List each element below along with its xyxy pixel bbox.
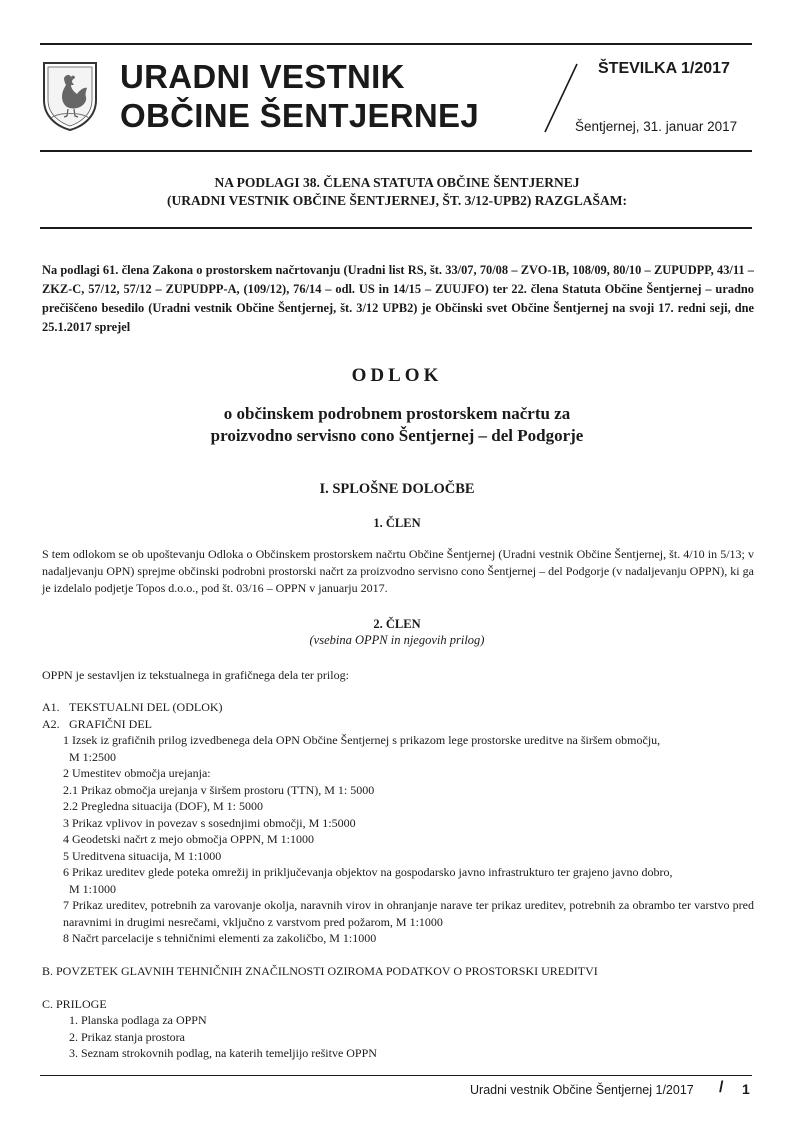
list-item: 2 Umestitev območja urejanja:	[63, 766, 211, 780]
proclamation-line2: (URADNI VESTNIK OBČINE ŠENTJERNEJ, ŠT. 3/12-UPB2) RAZGLAŠAM:	[166, 193, 628, 208]
list-item: 3. Seznam strokovnih podlag, na katerih temeljijo rešitve OPPN	[69, 1046, 377, 1060]
list-item: 7 Prikaz ureditev, potrebnih za varovanje okolja, naravnih virov in ohranjanje narave ter prikaz ureditev, potrebnih za obrambo ter varstvo pred naravnimi in drugimi nesrečami, vključno z varstvom pred požarom, M 1:1000	[63, 898, 754, 929]
section-heading: I. SPLOŠNE DOLOČBE	[319, 481, 475, 497]
proclamation-line1: NA PODLAGI 38. ČLENA STATUTA OBČINE ŠENTJERNEJ	[214, 175, 580, 190]
preamble-text: Na podlagi 61. člena Zakona o prostorskem načrtovanju (Uradni list RS, št. 33/07, 70/08 – ZVO-1B, 108/09, 80/10 – ZUPUDPP, 43/11 – ZKZ-C, 57/12, 57/12 – ZUPUDPP-A, (109/12), 76/14 – odl. US in 14/15 – ZUUJFO) ter 22. člena Statuta Občine Šentjernej – uradno prečiščeno besedilo (Uradni vestnik Občine Šentjernej, št. 3/12 UPB2) je Občinski svet Občine Šentjernej na svoji 17. redni seji, dne 25.1.2017 sprejel	[42, 263, 754, 334]
list-item: 5 Ureditvena situacija, M 1:1000	[63, 849, 222, 863]
article2-intro: OPPN je sestavljen iz tekstualnega in grafičnega dela ter prilog:	[42, 668, 349, 682]
b-heading: B. POVZETEK GLAVNIH TEHNIČNIH ZNAČILNOSTI OZIROMA PODATKOV O PROSTORSKI UREDITVI	[42, 964, 598, 978]
article2-subtitle: (vsebina OPPN in njegovih prilog)	[309, 633, 485, 647]
rooster-crest-icon	[41, 60, 99, 132]
a2-label: A2.	[42, 717, 60, 731]
top-rule	[40, 43, 752, 45]
footer-separator: /	[719, 1079, 724, 1096]
proclamation-rule	[40, 227, 752, 229]
issue-date: Šentjernej, 31. januar 2017	[575, 119, 738, 134]
act-subtitle-line1: o občinskem podrobnem prostorskem načrtu za	[223, 404, 571, 423]
list-item: 6 Prikaz ureditev glede poteka omrežij in priključevanja objektov na gospodarsko javno infrastrukturo ter grajeno javno dobro,	[63, 865, 673, 879]
act-subtitle-line2: proizvodno servisno cono Šentjernej – del Podgorje	[210, 426, 584, 445]
list-item: 2. Prikaz stanja prostora	[69, 1030, 185, 1044]
article1-heading: 1. ČLEN	[373, 516, 421, 530]
list-item: 8 Načrt parcelacije s tehničnimi elementi za zakoličbo, M 1:1000	[63, 931, 377, 945]
footer-publication: Uradni vestnik Občine Šentjernej 1/2017	[470, 1083, 694, 1097]
a1-text: TEKSTUALNI DEL (ODLOK)	[69, 700, 223, 714]
list-item: 4 Geodetski načrt z mejo območja OPPN, M 1:1000	[63, 832, 314, 846]
footer-rule	[40, 1075, 752, 1076]
c-heading: C. PRILOGE	[42, 997, 107, 1011]
list-item: 1. Planska podlaga za OPPN	[69, 1013, 207, 1027]
act-heading: ODLOK	[351, 365, 443, 386]
list-item: 3 Prikaz vplivov in povezav s sosednjimi območji, M 1:5000	[63, 816, 356, 830]
a2-text: GRAFIČNI DEL	[69, 717, 152, 731]
list-item: 1 Izsek iz grafičnih prilog izvedbenega dela OPN Občine Šentjernej s prikazom lege prostorske ureditve na širšem območju,	[63, 733, 661, 747]
masthead-title-line1: URADNI VESTNIK	[120, 58, 405, 95]
masthead-bottom-rule	[40, 150, 752, 152]
page-number: 1	[742, 1081, 750, 1097]
list-item: M 1:1000	[69, 882, 117, 896]
a1-label: A1.	[42, 700, 60, 714]
list-item: M 1:2500	[69, 750, 117, 764]
list-item: 2.2 Pregledna situacija (DOF), M 1: 5000	[63, 799, 263, 813]
act-subtitle	[40, 403, 754, 447]
masthead-title-line2: OBČINE ŠENTJERNEJ	[120, 97, 480, 134]
proclamation	[40, 174, 754, 210]
article1-text: S tem odlokom se ob upoštevanju Odloka o Občinskem prostorskem načrtu Občine Šentjernej (Uradni vestnik Občine Šentjernej, št. 4/10 in 5/13; v nadaljevanju OPN) sprejme občinski podrobni prostorski načrt za proizvodno servisno cono Šentjernej – del Podgorje (v nadaljevanju OPPN), ki ga je izdelalo podjetje Topos d.o.o., pod št. 03/16 – OPPN v januarju 2017.	[42, 547, 754, 595]
article2-heading: 2. ČLEN	[373, 617, 421, 631]
issue-number: ŠTEVILKA 1/2017	[598, 60, 730, 77]
list-item: 2.1 Prikaz območja urejanja v širšem prostoru (TTN), M 1: 5000	[63, 783, 375, 797]
